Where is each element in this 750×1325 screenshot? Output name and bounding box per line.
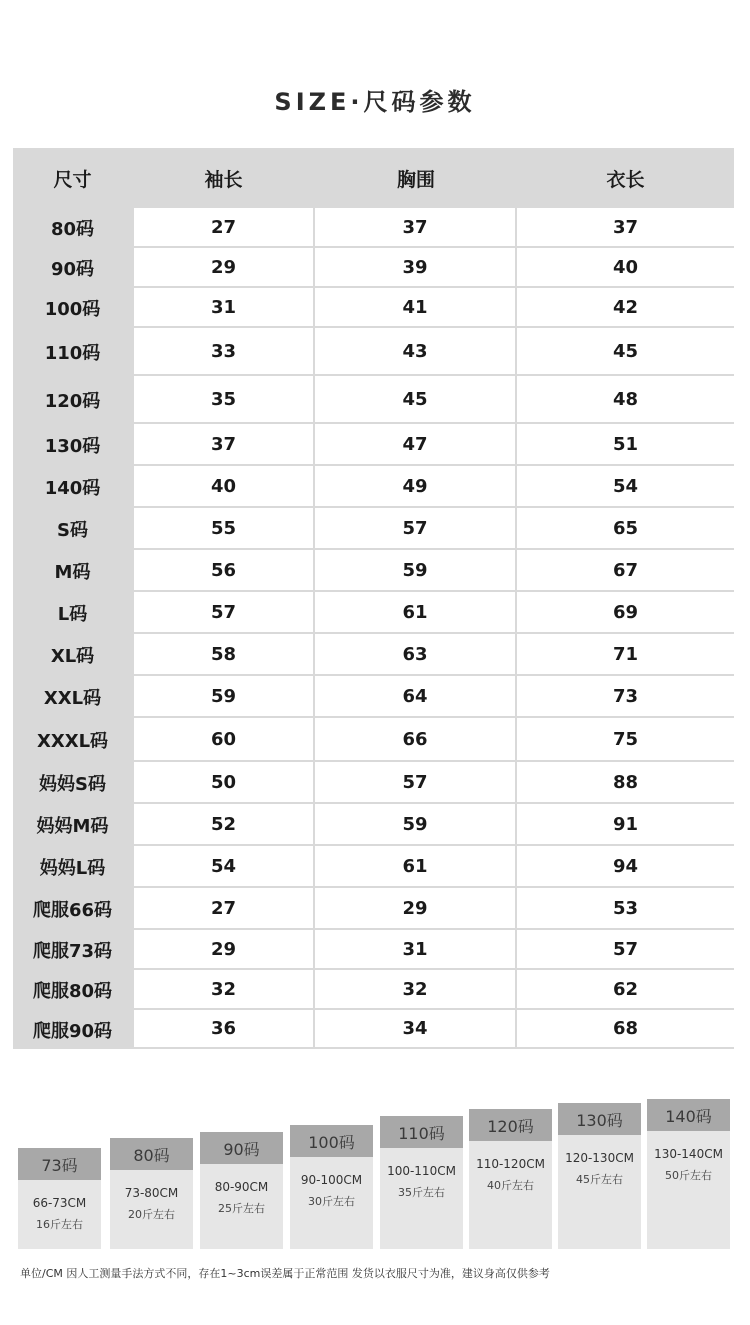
row-length: 42 [517, 288, 734, 328]
row-length: 67 [517, 550, 734, 592]
disclaimer-note: 单位/CM 因人工测量手法方式不同，存在1~3cm误差属于正常范围 发货以衣服尺寸为准，建议身高仅供参考 [20, 1267, 550, 1280]
table-row [13, 424, 734, 466]
table-row [13, 592, 734, 634]
height-bar-label: 130码 [558, 1103, 641, 1135]
row-size: 80码 [50, 219, 95, 240]
table-row [13, 376, 734, 424]
row-size: M码 [54, 562, 91, 583]
height-bar [110, 1138, 193, 1249]
row-size: L码 [57, 604, 88, 625]
row-size: 爬服73码 [32, 941, 113, 962]
row-size: 妈妈L码 [39, 858, 106, 879]
row-chest: 34 [315, 1010, 517, 1049]
header-chest: 胸围 [396, 168, 435, 191]
row-sleeve: 40 [132, 466, 315, 508]
row-chest: 59 [315, 804, 517, 846]
weight-range: 35斤左右 [398, 1186, 445, 1199]
row-sleeve: 52 [132, 804, 315, 846]
row-size: 100码 [44, 299, 101, 320]
table-row [13, 1010, 734, 1049]
row-chest: 64 [315, 676, 517, 718]
page-title: SIZE·尺码参数 [274, 88, 476, 116]
table-row [13, 762, 734, 804]
height-range: 90-100CM [300, 1173, 363, 1187]
height-bar [18, 1148, 101, 1249]
row-length: 75 [517, 718, 734, 762]
row-sleeve: 54 [132, 846, 315, 888]
row-length: 45 [517, 328, 734, 376]
height-range: 120-130CM [565, 1151, 634, 1165]
row-chest: 61 [315, 846, 517, 888]
table-row [13, 718, 734, 762]
row-chest: 61 [315, 592, 517, 634]
height-bar-label: 140码 [647, 1099, 730, 1131]
table-row [13, 328, 734, 376]
row-sleeve: 55 [132, 508, 315, 550]
row-sleeve: 57 [132, 592, 315, 634]
row-sleeve: 50 [132, 762, 315, 804]
row-chest: 29 [315, 888, 517, 930]
row-chest: 66 [315, 718, 517, 762]
row-sleeve: 29 [132, 930, 315, 970]
row-length: 91 [517, 804, 734, 846]
row-length: 73 [517, 676, 734, 718]
header-size: 尺寸 [53, 168, 92, 191]
height-range: 130-140CM [654, 1147, 723, 1161]
height-range: 100-110CM [387, 1164, 456, 1178]
height-bar-label: 80码 [110, 1138, 193, 1170]
row-length: 48 [517, 376, 734, 424]
row-chest: 32 [315, 970, 517, 1010]
row-sleeve: 35 [132, 376, 315, 424]
header-length: 衣长 [606, 168, 645, 191]
row-length: 37 [517, 208, 734, 248]
height-bar-label: 100码 [290, 1125, 373, 1157]
row-sleeve: 58 [132, 634, 315, 676]
row-sleeve: 31 [132, 288, 315, 328]
row-length: 68 [517, 1010, 734, 1049]
row-sleeve: 32 [132, 970, 315, 1010]
row-size: 90码 [50, 259, 95, 280]
height-range: 66-73CM [32, 1196, 87, 1210]
row-sleeve: 59 [132, 676, 315, 718]
weight-range: 30斤左右 [308, 1195, 355, 1208]
height-bar-label: 120码 [469, 1109, 552, 1141]
row-chest: 47 [315, 424, 517, 466]
table-row [13, 288, 734, 328]
row-length: 51 [517, 424, 734, 466]
row-size: 爬服80码 [32, 981, 113, 1002]
row-chest: 43 [315, 328, 517, 376]
height-guide [0, 1095, 750, 1255]
height-bar [647, 1099, 730, 1249]
row-sleeve: 27 [132, 888, 315, 930]
weight-range: 40斤左右 [487, 1179, 534, 1192]
table-row [13, 804, 734, 846]
row-size: XL码 [50, 646, 95, 667]
row-chest: 39 [315, 248, 517, 288]
height-bar [380, 1116, 463, 1249]
row-chest: 59 [315, 550, 517, 592]
row-chest: 49 [315, 466, 517, 508]
row-size: 妈妈M码 [36, 816, 109, 837]
row-length: 40 [517, 248, 734, 288]
row-sleeve: 37 [132, 424, 315, 466]
table-header-row [13, 148, 734, 208]
row-length: 57 [517, 930, 734, 970]
row-size: S码 [57, 520, 88, 541]
row-chest: 45 [315, 376, 517, 424]
weight-range: 16斤左右 [36, 1218, 83, 1231]
row-size: XXXL码 [36, 731, 109, 752]
row-chest: 37 [315, 208, 517, 248]
row-chest: 57 [315, 762, 517, 804]
table-row [13, 466, 734, 508]
height-bar-label: 110码 [380, 1116, 463, 1148]
height-range: 80-90CM [214, 1180, 269, 1194]
row-length: 69 [517, 592, 734, 634]
row-length: 54 [517, 466, 734, 508]
row-sleeve: 29 [132, 248, 315, 288]
table-row [13, 248, 734, 288]
weight-range: 45斤左右 [576, 1173, 623, 1186]
row-length: 62 [517, 970, 734, 1010]
row-sleeve: 27 [132, 208, 315, 248]
height-bar [200, 1132, 283, 1249]
height-bar [290, 1125, 373, 1249]
table-row [13, 930, 734, 970]
row-chest: 57 [315, 508, 517, 550]
table-row [13, 508, 734, 550]
table-row [13, 634, 734, 676]
height-range: 110-120CM [476, 1157, 545, 1171]
row-size: XXL码 [43, 688, 102, 709]
height-bar-label: 90码 [200, 1132, 283, 1164]
row-sleeve: 33 [132, 328, 315, 376]
row-size: 妈妈S码 [39, 774, 106, 795]
height-bar-label: 73码 [18, 1148, 101, 1180]
weight-range: 25斤左右 [218, 1202, 265, 1215]
row-size: 110码 [44, 343, 101, 364]
table-row [13, 676, 734, 718]
row-sleeve: 56 [132, 550, 315, 592]
table-row [13, 970, 734, 1010]
table-row [13, 888, 734, 930]
height-bar [558, 1103, 641, 1249]
row-chest: 41 [315, 288, 517, 328]
table-row [13, 550, 734, 592]
header-sleeve: 袖长 [204, 168, 243, 191]
row-length: 53 [517, 888, 734, 930]
row-size: 120码 [44, 391, 101, 412]
row-length: 88 [517, 762, 734, 804]
row-size: 爬服90码 [32, 1020, 113, 1042]
weight-range: 20斤左右 [128, 1208, 175, 1221]
table-row [13, 846, 734, 888]
height-bar [469, 1109, 552, 1249]
row-chest: 31 [315, 930, 517, 970]
row-chest: 63 [315, 634, 517, 676]
row-length: 94 [517, 846, 734, 888]
row-length: 65 [517, 508, 734, 550]
height-range: 73-80CM [124, 1186, 179, 1200]
size-table [13, 148, 734, 1049]
row-size: 爬服66码 [32, 900, 113, 921]
row-size: 130码 [44, 436, 101, 457]
row-size: 140码 [44, 478, 101, 499]
table-body [13, 208, 734, 1049]
row-sleeve: 36 [132, 1010, 315, 1049]
row-sleeve: 60 [132, 718, 315, 762]
row-length: 71 [517, 634, 734, 676]
table-row [13, 208, 734, 248]
weight-range: 50斤左右 [665, 1169, 712, 1182]
